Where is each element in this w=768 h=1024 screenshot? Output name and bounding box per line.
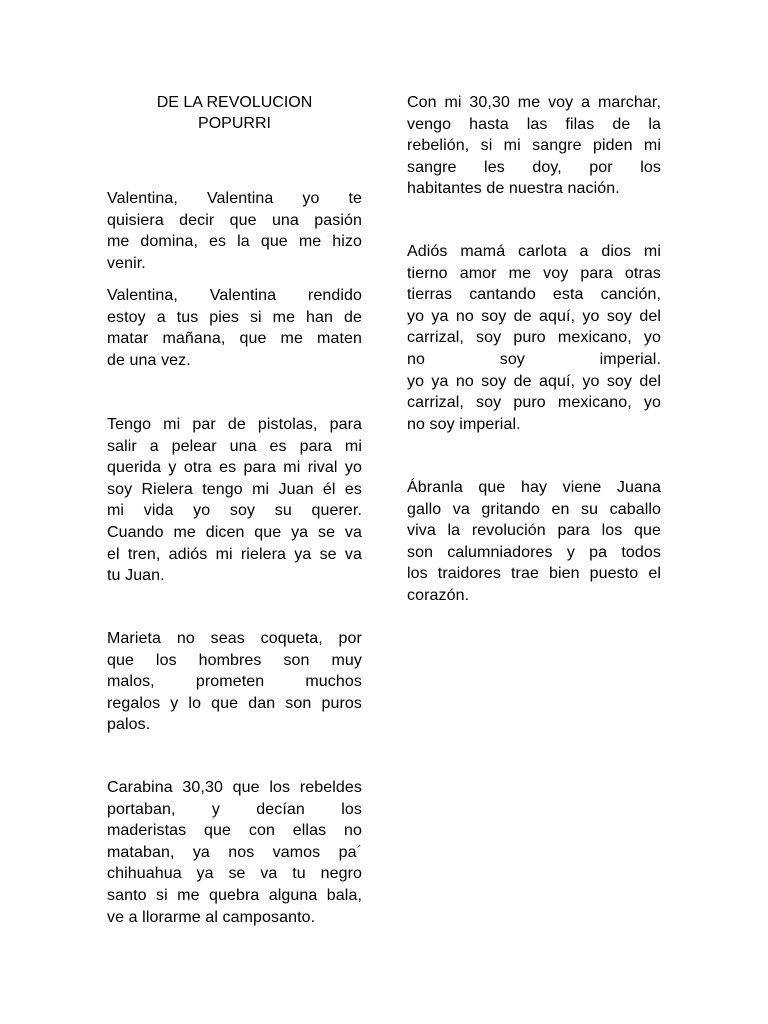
stanza-line: sangre les doy, por los: [407, 158, 661, 176]
stanza-line: viva la revolución para los que: [407, 522, 661, 540]
stanza-line: no soy imperial.: [407, 350, 661, 368]
stanza-line: rebelión, si mi sangre piden mi: [407, 137, 661, 155]
stanza-line: venir.: [107, 254, 146, 272]
stanza-line: Adiós mamá carlota a dios mi: [407, 243, 661, 260]
stanza-line: malos, prometen muchos: [107, 673, 362, 691]
stanza-line: portaban, y decían los: [107, 800, 362, 818]
stanza-line: santo si me quebra alguna bala,: [107, 886, 362, 904]
stanza-line: mataban, ya nos vamos pa´: [107, 843, 362, 861]
stanza-line: soy Rielera tengo mi Juan él es: [107, 480, 362, 498]
stanza-line: Valentina, Valentina rendido: [107, 287, 362, 304]
stanza-line: tierras cantando esta canción,: [407, 286, 661, 304]
stanza-line: mi vida yo soy su querer.: [107, 502, 362, 520]
stanza-line: tierno amor me voy para otras: [407, 264, 661, 282]
stanza-line: quisiera decir que una pasión: [107, 211, 362, 229]
stanza-mama-carlota: [407, 241, 661, 435]
stanza-line: ve a llorarme al camposanto.: [107, 908, 316, 926]
stanza-line: regalos y lo que dan son puros: [107, 694, 362, 712]
stanza-line: maderistas que con ellas no: [107, 822, 362, 840]
stanza-line: estoy a tus pies si me han de: [107, 308, 362, 326]
stanza-line: yo ya no soy de aquí, yo soy del: [407, 372, 661, 390]
stanza-line: yo ya no soy de aquí, yo soy del: [407, 307, 661, 325]
page-title: DE LA REVOLUCION: [156, 94, 313, 111]
stanza-line: habitantes de nuestra nación.: [407, 180, 620, 198]
stanza-line: querida y otra es para mi rival yo: [107, 459, 362, 477]
stanza-line: no soy imperial.: [407, 415, 521, 433]
stanza-line: son calumniadores y pa todos: [407, 543, 661, 561]
stanza-line: que los hombres son muy: [107, 651, 362, 669]
stanza-juana-gallo: [407, 477, 661, 607]
title-block: [107, 92, 362, 134]
page-subtitle: POPURRI: [198, 115, 271, 132]
stanza-line: Tengo mi par de pistolas, para: [107, 416, 362, 433]
stanza-line: palos.: [107, 716, 151, 734]
stanza-line: los traidores trae bien puesto el: [407, 565, 661, 583]
stanza-line: chihuahua ya se va tu negro: [107, 865, 362, 883]
stanza-line: tu Juan.: [107, 567, 165, 585]
stanza-line: Cuando me dicen que ya se va: [107, 523, 362, 541]
stanza-line: corazón.: [407, 586, 470, 604]
stanza-line: Ábranla que hay viene Juana: [407, 479, 661, 496]
stanza-valentina-2: [107, 285, 362, 371]
stanza-line: carrizal, soy puro mexicano, yo: [407, 394, 661, 412]
stanza-marieta: [107, 628, 362, 736]
stanza-30-30: [407, 92, 661, 200]
stanza-line: el tren, adiós mi rielera ya se va: [107, 545, 362, 563]
stanza-valentina-1: [107, 188, 362, 274]
stanza-line: gallo va gritando en su caballo: [407, 500, 661, 518]
stanza-line: Marieta no seas coqueta, por: [107, 630, 362, 647]
stanza-line: Carabina 30,30 que los rebeldes: [107, 779, 362, 796]
stanza-line: salir a pelear una es para mi: [107, 437, 362, 455]
stanza-line: de una vez.: [107, 351, 191, 369]
stanza-line: carrizal, soy puro mexicano, yo: [407, 329, 661, 347]
stanza-carabina: [107, 777, 362, 928]
stanza-line: Valentina, Valentina yo te: [107, 190, 362, 207]
stanza-line: Con mi 30,30 me voy a marchar,: [407, 94, 661, 111]
stanza-line: me domina, es la que me hizo: [107, 233, 362, 251]
stanza-line: vengo hasta las filas de la: [407, 115, 661, 133]
stanza-line: matar mañana, que me maten: [107, 330, 362, 348]
stanza-rielera: [107, 414, 362, 587]
